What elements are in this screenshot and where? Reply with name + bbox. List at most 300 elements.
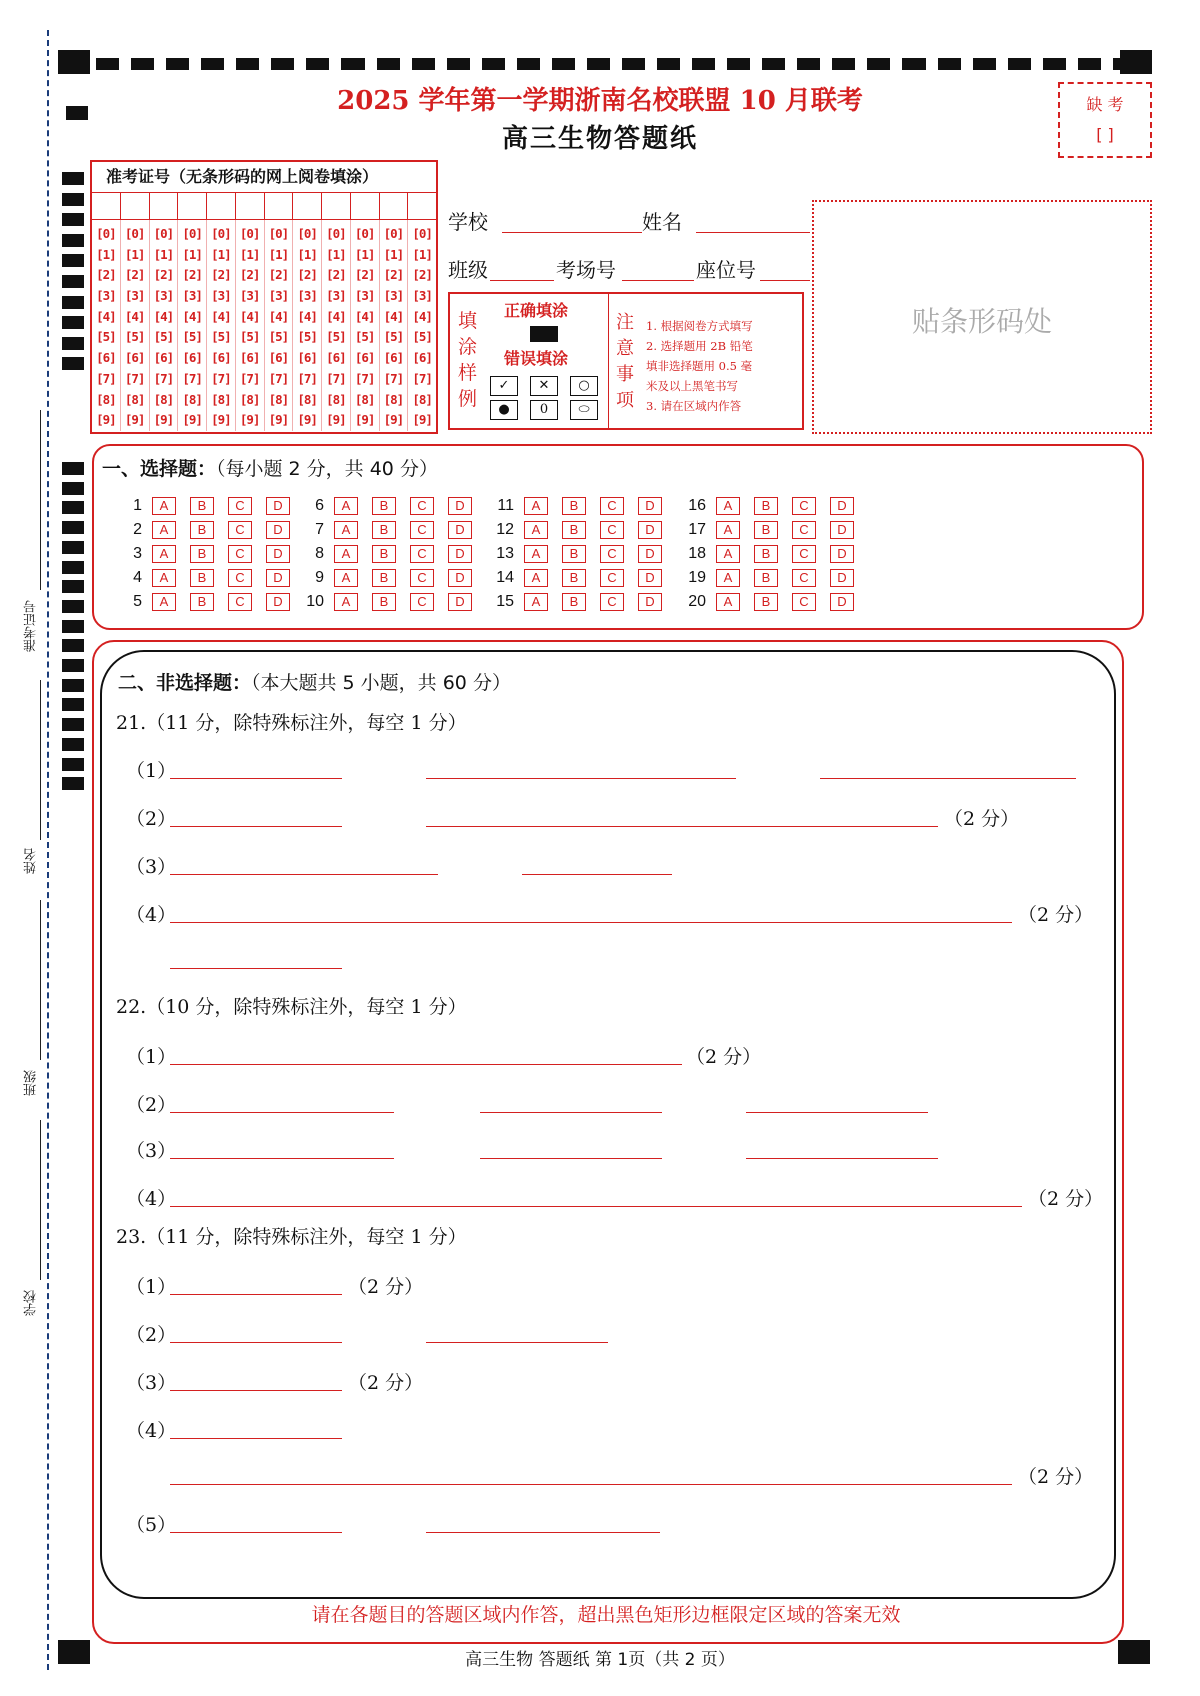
q22-sub1-label: （1） — [126, 1046, 177, 1068]
side-field-line — [40, 680, 41, 840]
digit-bubble[interactable]: [3] — [96, 288, 116, 304]
digit-bubble[interactable]: [3] — [412, 288, 432, 304]
points-note: （2 分） — [348, 1372, 424, 1394]
choice-option-c[interactable]: C — [600, 545, 624, 563]
digit-bubble[interactable]: [1] — [153, 246, 174, 262]
q23-sub2-label: （2） — [126, 1324, 177, 1346]
digit-bubble[interactable]: [9] — [153, 412, 174, 428]
choice-option-c[interactable]: C — [792, 545, 816, 563]
choice-option-c[interactable]: C — [410, 521, 434, 539]
q23-4-blank-b[interactable] — [170, 1484, 1012, 1485]
choice-option-a[interactable]: A — [334, 521, 358, 539]
digit-bubble[interactable]: [6] — [326, 350, 346, 366]
choice-option-d[interactable]: D — [638, 521, 662, 539]
q21-4-blank-b[interactable] — [170, 968, 342, 969]
room-field[interactable] — [622, 280, 694, 281]
q22-2-blank-a[interactable] — [170, 1112, 394, 1113]
digit-bubble[interactable]: [0] — [211, 226, 231, 241]
q23-5-blank-b[interactable] — [426, 1532, 660, 1533]
q22-sub2-label: （2） — [126, 1094, 177, 1116]
choice-option-d[interactable]: D — [266, 497, 290, 515]
absent-box[interactable] — [1058, 82, 1152, 158]
choice-option-c[interactable]: C — [228, 569, 252, 587]
choice-option-d[interactable]: D — [448, 497, 472, 515]
digit-bubble[interactable]: [0] — [239, 226, 260, 241]
timing-mark — [62, 337, 84, 350]
choice-option-d[interactable]: D — [638, 593, 662, 611]
q21-1-blank-c[interactable] — [820, 778, 1076, 779]
choice-option-d[interactable]: D — [830, 545, 854, 563]
digit-bubble[interactable]: [4] — [211, 308, 231, 324]
digit-bubble[interactable]: [7] — [153, 370, 174, 386]
class-field[interactable] — [490, 280, 554, 281]
choice-option-c[interactable]: C — [792, 521, 816, 539]
digit-bubble[interactable]: [7] — [239, 370, 260, 386]
cross-mark-icon: ✕ — [530, 376, 558, 396]
q21-3-blank-a[interactable] — [170, 874, 438, 875]
choice-option-a[interactable]: A — [334, 545, 358, 563]
digit-bubble[interactable]: [1] — [124, 246, 145, 262]
choice-option-c[interactable]: C — [228, 593, 252, 611]
digit-bubble[interactable]: [2] — [268, 267, 289, 283]
timing-mark — [62, 659, 84, 672]
admission-digit-column[interactable] — [207, 220, 236, 431]
admission-write-boxes[interactable] — [92, 193, 436, 220]
digit-bubble[interactable]: [1] — [383, 246, 404, 262]
choice-option-a[interactable]: A — [334, 497, 358, 515]
choice-option-d[interactable]: D — [830, 521, 854, 539]
digit-bubble[interactable]: [4] — [239, 308, 260, 324]
question-number: 3 — [133, 545, 142, 562]
choice-option-b[interactable]: B — [372, 593, 396, 611]
digit-bubble[interactable]: [9] — [124, 412, 145, 428]
choice-question-row — [678, 520, 868, 540]
digit-bubble[interactable]: [6] — [383, 350, 404, 366]
digit-bubble[interactable]: [4] — [412, 308, 432, 324]
choice-option-b[interactable]: B — [562, 545, 586, 563]
digit-bubble[interactable]: [9] — [326, 412, 346, 428]
question-number: 11 — [497, 497, 514, 514]
digit-bubble[interactable]: [6] — [412, 350, 432, 366]
choice-option-b[interactable]: B — [562, 593, 586, 611]
q21-4-blank-a[interactable] — [170, 922, 1012, 923]
admission-digit-column[interactable] — [236, 220, 265, 431]
corner-mark — [1120, 50, 1152, 74]
digit-bubble[interactable]: [8] — [239, 391, 260, 407]
digit-bubble[interactable]: [9] — [412, 412, 432, 428]
absent-label: 缺 考 — [1086, 95, 1124, 114]
digit-bubble[interactable]: [7] — [326, 370, 346, 386]
choice-option-a[interactable]: A — [152, 593, 176, 611]
question-number: 6 — [315, 497, 324, 514]
choice-option-a[interactable]: A — [716, 521, 740, 539]
digit-bubble[interactable]: [1] — [182, 246, 202, 262]
q22-1-blank[interactable] — [170, 1064, 682, 1065]
digit-bubble[interactable]: [2] — [124, 267, 145, 283]
digit-bubble[interactable]: [5] — [383, 329, 404, 345]
digit-bubble[interactable]: [7] — [182, 370, 202, 386]
seat-field[interactable] — [760, 280, 810, 281]
digit-bubble[interactable]: [8] — [96, 391, 116, 407]
digit-bubble[interactable]: [7] — [354, 370, 375, 386]
choice-question-row — [678, 544, 868, 564]
timing-mark — [62, 738, 84, 751]
q22-4-blank[interactable] — [170, 1206, 1022, 1207]
digit-bubble[interactable]: [5] — [96, 329, 116, 345]
digit-bubble[interactable]: [7] — [124, 370, 145, 386]
choice-option-b[interactable]: B — [372, 545, 396, 563]
digit-bubble[interactable]: [0] — [268, 226, 289, 241]
admission-digit-column[interactable] — [293, 220, 322, 431]
digit-bubble[interactable]: [2] — [96, 267, 116, 283]
choice-option-d[interactable]: D — [638, 497, 662, 515]
choice-option-d[interactable]: D — [448, 545, 472, 563]
q21-1-blank-a[interactable] — [170, 778, 342, 779]
choice-option-b[interactable]: B — [562, 521, 586, 539]
q22-3-blank-c[interactable] — [746, 1158, 938, 1159]
admission-digit-column[interactable] — [351, 220, 380, 431]
question-number: 5 — [133, 593, 142, 610]
digit-bubble[interactable]: [4] — [297, 308, 317, 324]
admission-number-grid[interactable] — [90, 160, 438, 434]
digit-bubble[interactable]: [5] — [354, 329, 375, 345]
digit-bubble[interactable]: [9] — [383, 412, 404, 428]
digit-bubble[interactable]: [2] — [412, 267, 432, 283]
choice-question-row — [114, 520, 304, 540]
choice-option-a[interactable]: A — [716, 545, 740, 563]
digit-bubble[interactable]: [6] — [297, 350, 317, 366]
digit-bubble[interactable]: [9] — [268, 412, 289, 428]
seat-label: 座位号 — [696, 258, 756, 282]
q23-3-blank[interactable] — [170, 1390, 342, 1391]
choice-option-c[interactable]: C — [410, 593, 434, 611]
digit-bubble[interactable]: [0] — [182, 226, 202, 241]
digit-bubble[interactable]: [3] — [354, 288, 375, 304]
divider — [608, 294, 609, 428]
digit-bubble[interactable]: [2] — [383, 267, 404, 283]
choice-option-d[interactable]: D — [830, 593, 854, 611]
q23-2-blank-b[interactable] — [426, 1342, 608, 1343]
admission-digit-column[interactable] — [178, 220, 207, 431]
digit-bubble[interactable]: [8] — [153, 391, 174, 407]
digit-bubble[interactable]: [5] — [239, 329, 260, 345]
q22-2-blank-c[interactable] — [746, 1112, 928, 1113]
digit-bubble[interactable]: [8] — [383, 391, 404, 407]
choice-option-d[interactable]: D — [638, 569, 662, 587]
choice-option-d[interactable]: D — [448, 569, 472, 587]
digit-bubble[interactable]: [9] — [354, 412, 375, 428]
digit-bubble[interactable]: [4] — [268, 308, 289, 324]
choice-option-b[interactable]: B — [190, 521, 214, 539]
digit-bubble[interactable]: [1] — [211, 246, 231, 262]
choice-option-d[interactable]: D — [266, 521, 290, 539]
digit-bubble[interactable]: [8] — [297, 391, 317, 407]
digit-bubble[interactable]: [6] — [124, 350, 145, 366]
timing-mark — [62, 482, 84, 495]
choice-option-a[interactable]: A — [524, 593, 548, 611]
choice-option-a[interactable]: A — [524, 545, 548, 563]
digit-bubble[interactable]: [1] — [297, 246, 317, 262]
choice-option-b[interactable]: B — [372, 569, 396, 587]
digit-bubble[interactable]: [6] — [354, 350, 375, 366]
choice-option-b[interactable]: B — [190, 569, 214, 587]
digit-bubble[interactable]: [4] — [182, 308, 202, 324]
admission-digit-column[interactable] — [92, 220, 121, 431]
digit-bubble[interactable]: [0] — [96, 226, 116, 241]
digit-bubble[interactable]: [4] — [326, 308, 346, 324]
choice-question-row — [486, 592, 676, 612]
choice-option-d[interactable]: D — [266, 545, 290, 563]
digit-bubble[interactable]: [8] — [124, 391, 145, 407]
digit-bubble[interactable]: [1] — [96, 246, 116, 262]
digit-bubble[interactable]: [3] — [124, 288, 145, 304]
digit-bubble[interactable]: [2] — [326, 267, 346, 283]
digit-bubble[interactable]: [7] — [268, 370, 289, 386]
digit-bubble[interactable]: [4] — [354, 308, 375, 324]
choice-option-b[interactable]: B — [754, 521, 778, 539]
q22-sub3-label: （3） — [126, 1140, 177, 1162]
choice-option-a[interactable]: A — [524, 521, 548, 539]
digit-bubble[interactable]: [6] — [211, 350, 231, 366]
digit-bubble[interactable]: [5] — [326, 329, 346, 345]
digit-bubble[interactable]: [2] — [239, 267, 260, 283]
digit-bubble[interactable]: [6] — [182, 350, 202, 366]
question-number: 16 — [688, 497, 706, 514]
points-note: （2 分） — [348, 1276, 424, 1298]
top-timing-bar — [96, 58, 1136, 70]
digit-bubble[interactable]: [3] — [239, 288, 260, 304]
digit-bubble[interactable]: [7] — [383, 370, 404, 386]
digit-bubble[interactable]: [5] — [297, 329, 317, 345]
choice-option-d[interactable]: D — [448, 593, 472, 611]
choice-option-a[interactable]: A — [716, 497, 740, 515]
q22-3-blank-a[interactable] — [170, 1158, 394, 1159]
digit-bubble[interactable]: [9] — [239, 412, 260, 428]
digit-bubble[interactable]: [4] — [96, 308, 116, 324]
choice-option-c[interactable]: C — [410, 569, 434, 587]
question-number: 4 — [133, 569, 142, 586]
q21-1-blank-b[interactable] — [426, 778, 736, 779]
admission-digit-column[interactable] — [380, 220, 409, 431]
digit-bubble[interactable]: [3] — [297, 288, 317, 304]
digit-bubble[interactable]: [3] — [182, 288, 202, 304]
digit-bubble[interactable]: [0] — [153, 226, 174, 241]
digit-bubble[interactable]: [6] — [96, 350, 116, 366]
digit-bubble[interactable]: [1] — [326, 246, 346, 262]
question-number: 2 — [133, 521, 142, 538]
q21-3-blank-b[interactable] — [522, 874, 672, 875]
choice-question-row — [296, 568, 486, 588]
choice-option-c[interactable]: C — [792, 569, 816, 587]
choice-option-a[interactable]: A — [524, 497, 548, 515]
choice-question-row — [296, 544, 486, 564]
choice-question-row — [114, 568, 304, 588]
choice-option-a[interactable]: A — [152, 497, 176, 515]
choice-question-row — [678, 496, 868, 516]
admission-digit-column[interactable] — [265, 220, 294, 431]
digit-bubble[interactable]: [0] — [326, 226, 346, 241]
q23-4-blank-a[interactable] — [170, 1438, 342, 1439]
digit-bubble[interactable]: [5] — [211, 329, 231, 345]
digit-bubble[interactable]: [8] — [354, 391, 375, 407]
admission-digit-columns[interactable] — [92, 220, 436, 431]
choice-option-d[interactable]: D — [266, 569, 290, 587]
digit-bubble[interactable]: [5] — [412, 329, 432, 345]
choice-option-b[interactable]: B — [754, 593, 778, 611]
q22-sub4-label: （4） — [126, 1188, 177, 1210]
q21-2-blank-a[interactable] — [170, 826, 342, 827]
question-23-title: 23.（11 分，除特殊标注外，每空 1 分） — [116, 1226, 467, 1248]
choice-option-c[interactable]: C — [600, 497, 624, 515]
digit-bubble[interactable]: [5] — [124, 329, 145, 345]
choice-option-b[interactable]: B — [190, 497, 214, 515]
digit-bubble[interactable]: [8] — [326, 391, 346, 407]
digit-bubble[interactable]: [8] — [182, 391, 202, 407]
digit-bubble[interactable]: [0] — [297, 226, 317, 241]
absent-checkbox[interactable]: [ ] — [1096, 125, 1114, 144]
barcode-label: 贴条形码处 — [911, 305, 1052, 338]
choice-question-row — [296, 520, 486, 540]
digit-bubble[interactable]: [2] — [354, 267, 375, 283]
digit-bubble[interactable]: [4] — [153, 308, 174, 324]
q23-sub1-label: （1） — [126, 1276, 177, 1298]
choice-question-row — [296, 496, 486, 516]
digit-bubble[interactable]: [9] — [96, 412, 116, 428]
choice-option-c[interactable]: C — [410, 545, 434, 563]
choice-option-c[interactable]: C — [600, 521, 624, 539]
digit-bubble[interactable]: [0] — [412, 226, 432, 241]
choice-option-d[interactable]: D — [448, 521, 472, 539]
admission-digit-column[interactable] — [150, 220, 179, 431]
choice-option-c[interactable]: C — [792, 497, 816, 515]
choice-option-a[interactable]: A — [152, 545, 176, 563]
admission-digit-column[interactable] — [322, 220, 351, 431]
digit-bubble[interactable]: [3] — [211, 288, 231, 304]
digit-bubble[interactable]: [6] — [153, 350, 174, 366]
page-title: 2025 学年第一学期浙南名校联盟 10 月联考 — [337, 86, 863, 116]
digit-bubble[interactable]: [3] — [326, 288, 346, 304]
correct-fill-label: 正确填涂 — [504, 301, 569, 320]
q22-3-blank-b[interactable] — [480, 1158, 662, 1159]
digit-bubble[interactable]: [7] — [211, 370, 231, 386]
digit-bubble[interactable]: [7] — [412, 370, 432, 386]
admission-digit-column[interactable] — [408, 220, 436, 431]
choice-question-row — [114, 592, 304, 612]
choice-option-a[interactable]: A — [716, 569, 740, 587]
choice-option-c[interactable]: C — [228, 497, 252, 515]
digit-bubble[interactable]: [5] — [268, 329, 289, 345]
digit-bubble[interactable]: [2] — [182, 267, 202, 283]
q21-2-blank-b[interactable] — [426, 826, 938, 827]
choice-option-b[interactable]: B — [754, 545, 778, 563]
digit-bubble[interactable]: [9] — [297, 412, 317, 428]
barcode-area — [812, 200, 1152, 434]
digit-bubble[interactable]: [5] — [182, 329, 202, 345]
choice-option-b[interactable]: B — [754, 497, 778, 515]
choice-option-c[interactable]: C — [792, 593, 816, 611]
digit-bubble[interactable]: [2] — [211, 267, 231, 283]
digit-bubble[interactable]: [8] — [412, 391, 432, 407]
choice-option-b[interactable]: B — [754, 569, 778, 587]
digit-bubble[interactable]: [7] — [297, 370, 317, 386]
admission-title: 准考证号（无条形码的网上阅卷填涂） — [92, 162, 436, 193]
side-field-line — [40, 900, 41, 1060]
digit-bubble[interactable]: [3] — [383, 288, 404, 304]
choice-option-b[interactable]: B — [562, 497, 586, 515]
digit-bubble[interactable]: [6] — [239, 350, 260, 366]
choice-question-row — [486, 568, 676, 588]
choice-option-a[interactable]: A — [334, 569, 358, 587]
choice-option-d[interactable]: D — [638, 545, 662, 563]
q22-2-blank-b[interactable] — [480, 1112, 662, 1113]
choice-option-a[interactable]: A — [152, 521, 176, 539]
choice-option-c[interactable]: C — [410, 497, 434, 515]
q23-1-blank[interactable] — [170, 1294, 342, 1295]
digit-bubble[interactable]: [1] — [412, 246, 432, 262]
choice-option-c[interactable]: C — [228, 521, 252, 539]
choice-option-a[interactable]: A — [524, 569, 548, 587]
choice-option-c[interactable]: C — [600, 593, 624, 611]
digit-bubble[interactable]: [9] — [211, 412, 231, 428]
choice-option-c[interactable]: C — [228, 545, 252, 563]
digit-bubble[interactable]: [1] — [354, 246, 375, 262]
digit-bubble[interactable]: [8] — [211, 391, 231, 407]
timing-mark — [62, 580, 84, 593]
digit-bubble[interactable]: [8] — [268, 391, 289, 407]
choice-option-b[interactable]: B — [190, 545, 214, 563]
digit-bubble[interactable]: [3] — [268, 288, 289, 304]
choice-option-d[interactable]: D — [266, 593, 290, 611]
corner-mark — [58, 50, 90, 74]
side-field-line — [40, 1120, 41, 1280]
name-field[interactable] — [696, 232, 810, 233]
digit-bubble[interactable]: [0] — [124, 226, 145, 241]
school-field[interactable] — [502, 232, 642, 233]
digit-bubble[interactable]: [2] — [153, 267, 174, 283]
choice-question-row — [114, 496, 304, 516]
digit-bubble[interactable]: [5] — [153, 329, 174, 345]
digit-bubble[interactable]: [4] — [383, 308, 404, 324]
choice-option-a[interactable]: A — [152, 569, 176, 587]
digit-bubble[interactable]: [7] — [96, 370, 116, 386]
digit-bubble[interactable]: [4] — [124, 308, 145, 324]
digit-bubble[interactable]: [1] — [239, 246, 260, 262]
admission-digit-column[interactable] — [121, 220, 150, 431]
digit-bubble[interactable]: [0] — [354, 226, 375, 241]
choice-option-b[interactable]: B — [372, 521, 396, 539]
question-number: 18 — [688, 545, 706, 562]
q23-2-blank-a[interactable] — [170, 1342, 342, 1343]
digit-bubble[interactable]: [2] — [297, 267, 317, 283]
choice-option-b[interactable]: B — [562, 569, 586, 587]
wrong-fill-label: 错误填涂 — [504, 349, 569, 368]
corner-mark — [1118, 1640, 1150, 1664]
choice-option-c[interactable]: C — [600, 569, 624, 587]
digit-bubble[interactable]: [0] — [383, 226, 404, 241]
choice-option-b[interactable]: B — [372, 497, 396, 515]
q23-5-blank-a[interactable] — [170, 1532, 342, 1533]
digit-bubble[interactable]: [3] — [153, 288, 174, 304]
digit-bubble[interactable]: [1] — [268, 246, 289, 262]
choice-option-d[interactable]: D — [830, 569, 854, 587]
q21-sub2-label: （2） — [126, 808, 177, 830]
digit-bubble[interactable]: [9] — [182, 412, 202, 428]
choice-option-a[interactable]: A — [716, 593, 740, 611]
digit-bubble[interactable]: [6] — [268, 350, 289, 366]
choice-option-b[interactable]: B — [190, 593, 214, 611]
choice-option-a[interactable]: A — [334, 593, 358, 611]
choice-option-d[interactable]: D — [830, 497, 854, 515]
